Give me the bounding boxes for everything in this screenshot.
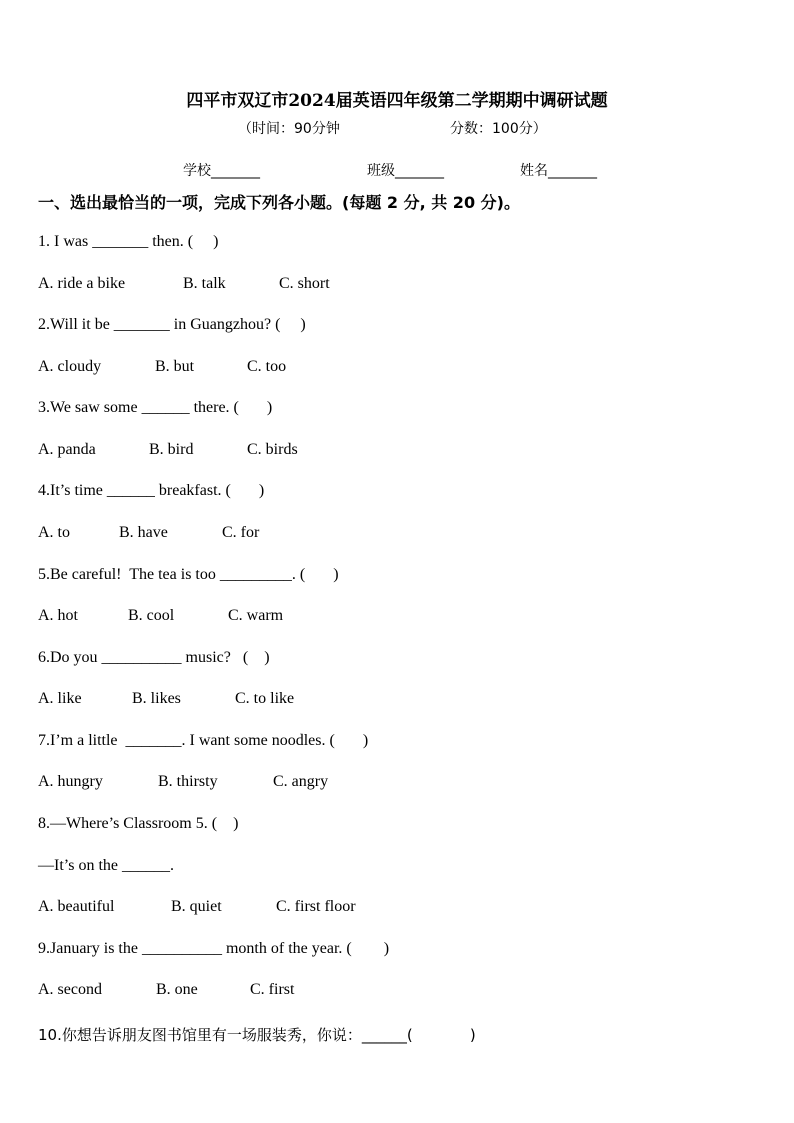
question-stem: 4.It’s time ______ breakfast. ( ) xyxy=(38,482,265,499)
option-b: B. but xyxy=(155,358,195,375)
school-field: 学校_______ xyxy=(183,163,260,179)
question-stem: 9.January is the __________ month of the year. ( ) xyxy=(38,940,390,957)
question-stem: 7.I’m a little _______. I want some noodles. ( ) xyxy=(38,732,369,749)
option-b: B. quiet xyxy=(171,898,222,915)
option-b: B. likes xyxy=(132,690,181,707)
option-c: C. short xyxy=(279,275,330,292)
option-b: B. thirsty xyxy=(158,773,218,790)
exam-title: 四平市双辽市2024届英语四年级第二学期期中调研试题 xyxy=(186,91,608,111)
option-c: C. for xyxy=(222,524,260,541)
exam-time: （时间：90分钟 xyxy=(238,121,340,137)
question-stem: 8.—Where’s Classroom 5. ( ) xyxy=(38,815,239,832)
name-field: 姓名_______ xyxy=(520,163,597,179)
question-stem: 3.We saw some ______ there. ( ) xyxy=(38,399,273,416)
option-a: A. panda xyxy=(38,441,96,458)
option-a: A. hot xyxy=(38,607,78,624)
option-a: A. ride a bike xyxy=(38,275,126,292)
class-field: 班级_______ xyxy=(367,163,444,179)
option-b: B. have xyxy=(119,524,168,541)
option-a: A. cloudy xyxy=(38,358,102,375)
option-b: B. talk xyxy=(183,275,226,292)
option-c: C. birds xyxy=(247,441,298,458)
question-stem: 6.Do you __________ music? ( ) xyxy=(38,649,270,666)
option-c: C. first floor xyxy=(276,898,356,915)
option-c: C. angry xyxy=(273,773,329,790)
option-c: C. too xyxy=(247,358,287,375)
option-a: A. like xyxy=(38,690,82,707)
question-stem-answer: —It’s on the ______. xyxy=(38,857,174,874)
exam-score: 分数：100分） xyxy=(450,121,547,137)
option-c: C. first xyxy=(250,981,295,998)
option-a: A. beautiful xyxy=(38,898,115,915)
question-stem: 2.Will it be _______ in Guangzhou? ( ) xyxy=(38,316,306,333)
option-a: A. second xyxy=(38,981,102,998)
question-stem: 5.Be careful! The tea is too _________. ( ) xyxy=(38,566,339,583)
question-stem: 1. I was _______ then. ( ) xyxy=(38,233,219,250)
option-a: A. to xyxy=(38,524,70,541)
option-b: B. one xyxy=(156,981,198,998)
option-b: B. cool xyxy=(128,607,175,624)
option-c: C. warm xyxy=(228,607,284,624)
section-title: 一、选出最恰当的一项，完成下列各小题。(每题 2 分, 共 20 分)。 xyxy=(38,193,520,212)
question-stem: 10.你想告诉朋友图书馆里有一场服装秀，你说：______( ) xyxy=(38,1026,476,1044)
option-a: A. hungry xyxy=(38,773,103,790)
option-b: B. bird xyxy=(149,441,194,458)
option-c: C. to like xyxy=(235,690,295,707)
